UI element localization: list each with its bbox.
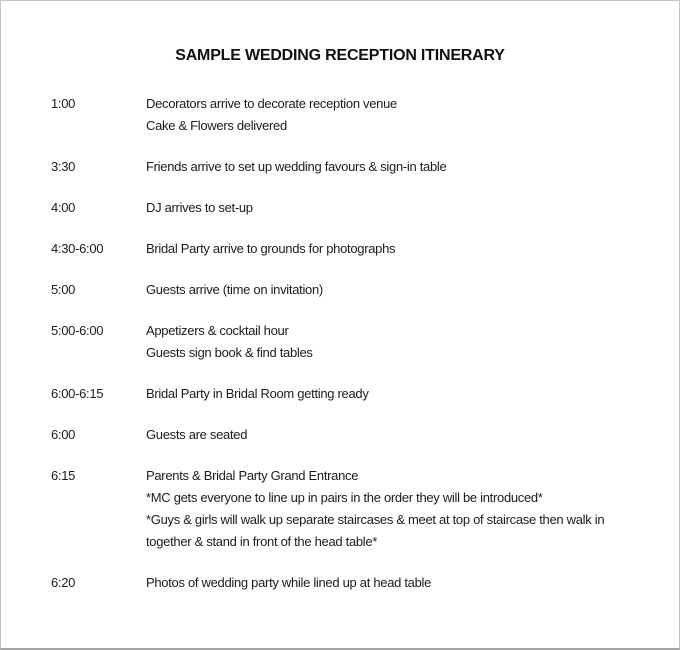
itinerary-entry: [51, 320, 667, 364]
entry-time: 5:00: [51, 282, 76, 297]
itinerary-entry: [51, 424, 667, 446]
entry-line: Friends arrive to set up wedding favours & sign-in table: [146, 159, 447, 174]
entry-description: [146, 424, 667, 446]
entry-description: [146, 197, 667, 219]
entry-time: 3:30: [51, 159, 76, 174]
entry-line: together & stand in front of the head table*: [146, 534, 378, 549]
entry-time: 6:15: [51, 468, 76, 483]
entry-line: *Guys & girls will walk up separate staircases & meet at top of staircase then walk in: [146, 512, 605, 527]
entry-time: 4:00: [51, 200, 76, 215]
entry-description: [146, 320, 667, 364]
entry-description: [146, 465, 667, 553]
entry-time: 6:20: [51, 575, 76, 590]
entry-time: 4:30-6:00: [51, 241, 104, 256]
entry-time: 6:00: [51, 427, 76, 442]
itinerary-entry: [51, 238, 667, 260]
entry-line: Bridal Party in Bridal Room getting ready: [146, 386, 369, 401]
itinerary-entry: [51, 197, 667, 219]
itinerary-entry: [51, 572, 667, 594]
itinerary-entry: [51, 93, 667, 137]
entry-line: *MC gets everyone to line up in pairs in the order they will be introduced*: [146, 490, 543, 505]
entry-line: Cake & Flowers delivered: [146, 118, 287, 133]
entry-description: [146, 572, 667, 594]
entry-description: [146, 93, 667, 137]
entry-line: DJ arrives to set-up: [146, 200, 253, 215]
entry-line: Guests arrive (time on invitation): [146, 282, 323, 297]
entry-line: Guests are seated: [146, 427, 248, 442]
entry-time: 6:00-6:15: [51, 386, 104, 401]
itinerary-list: [1, 93, 679, 594]
itinerary-entry: [51, 383, 667, 405]
entry-line: Photos of wedding party while lined up at head table: [146, 575, 432, 590]
entry-line: Decorators arrive to decorate reception venue: [146, 96, 397, 111]
itinerary-entry: [51, 279, 667, 301]
entry-time: 1:00: [51, 96, 76, 111]
entry-description: [146, 238, 667, 260]
itinerary-entry: [51, 465, 667, 553]
entry-description: [146, 279, 667, 301]
entry-description: [146, 383, 667, 405]
itinerary-entry: [51, 156, 667, 178]
page-title: SAMPLE WEDDING RECEPTION ITINERARY: [175, 47, 505, 64]
entry-line: Parents & Bridal Party Grand Entrance: [146, 468, 359, 483]
entry-time: 5:00-6:00: [51, 323, 104, 338]
entry-line: Guests sign book & find tables: [146, 345, 313, 360]
entry-line: Bridal Party arrive to grounds for photographs: [146, 241, 396, 256]
entry-description: [146, 156, 667, 178]
entry-line: Appetizers & cocktail hour: [146, 323, 289, 338]
